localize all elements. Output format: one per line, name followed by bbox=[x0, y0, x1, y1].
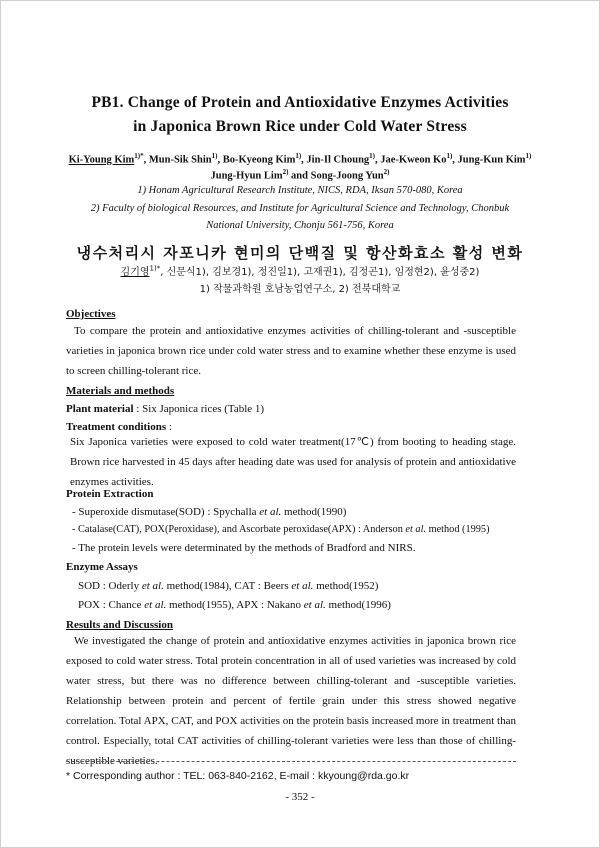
korean-author-1: 김기영 bbox=[120, 267, 150, 278]
ea1-em2: et al. bbox=[291, 580, 314, 592]
protein-extraction-item-3: - The protein levels were determinated by the methods of Bradford and NIRS. bbox=[72, 542, 416, 554]
ea2-pre: POX : Chance bbox=[78, 599, 145, 611]
korean-affiliation: 1) 작물과학원 호남농업연구소, 2) 전북대학교 bbox=[199, 284, 401, 295]
author-8-sup: 2) bbox=[383, 168, 390, 176]
treatment-label: Treatment conditions bbox=[66, 421, 167, 433]
ea1-em: et al. bbox=[141, 580, 164, 592]
author-2-sup: 1) bbox=[211, 152, 218, 160]
results-heading: Results and Discussion bbox=[66, 619, 173, 631]
ea1-pre: SOD : Oderly bbox=[78, 580, 142, 592]
pe1-post: method(1990) bbox=[281, 506, 347, 518]
plant-material-label: Plant material bbox=[66, 403, 134, 415]
author-6-sup: 1) bbox=[525, 152, 532, 160]
affiliation-2a: 2) Faculty of biological Resources, and Institute for Agricultural Science and Technology, Chonbuk bbox=[90, 203, 510, 214]
author-2: , Mun-Sik Shin bbox=[143, 154, 212, 166]
ea1-post: method(1952) bbox=[313, 580, 379, 592]
footnote-divider bbox=[66, 761, 516, 762]
pe1-pre: - Superoxide dismutase(SOD) : Spychalla bbox=[72, 506, 260, 518]
author-list-line1 bbox=[0, 152, 600, 166]
protein-extraction-item-2 bbox=[72, 524, 490, 535]
plant-material bbox=[66, 403, 264, 415]
author-7-sup: 2) bbox=[282, 168, 289, 176]
korean-author-1-sup: 1)* bbox=[149, 264, 161, 273]
author-5-sup: 1) bbox=[446, 152, 453, 160]
enzyme-assay-line-1 bbox=[78, 580, 378, 592]
objectives-heading: Objectives bbox=[66, 308, 116, 320]
plant-material-value: : Six Japonica rices (Table 1) bbox=[133, 403, 265, 415]
enzyme-assay-line-2 bbox=[78, 599, 391, 611]
treatment-text: Six Japonica varieties were exposed to cold water treatment(17℃) from booting to heading stage. Brown rice harvested in 45 days after heading date was used for analysis of protein and antioxidative enzymes activities. bbox=[70, 436, 516, 488]
pe2-em: et al. bbox=[405, 524, 427, 535]
korean-authors-rest: , 신문식1), 김보경1), 정진일1), 고재권1), 김정곤1), 임정현2), 윤성중2) bbox=[160, 267, 480, 278]
author-4-sup: 1) bbox=[369, 152, 375, 160]
objectives-text: To compare the protein and antioxidative enzymes activities of chilling-tolerant and -susceptible varieties in japonica brown rice under cold water stress and to examine whether these enzyme is used to screen chilling-tolerant rice. bbox=[66, 325, 516, 377]
enzyme-assays-label: Enzyme Assays bbox=[66, 561, 138, 573]
author-6: , Jung-Kun Kim bbox=[452, 154, 526, 166]
author-5: , Jae-Kweon Ko bbox=[375, 154, 447, 166]
korean-authors bbox=[0, 263, 600, 278]
korean-title: 냉수처리시 자포니카 현미의 단백질 및 항산화효소 활성 변화 bbox=[76, 244, 524, 262]
protein-extraction-item-1 bbox=[72, 506, 346, 518]
treatment-colon: : bbox=[166, 421, 172, 433]
ea1-mid: method(1984), CAT : Beers bbox=[163, 580, 292, 592]
protein-extraction-label: Protein Extraction bbox=[66, 488, 154, 500]
page-number: - 352 - bbox=[285, 791, 315, 803]
pe1-em: et al. bbox=[259, 506, 282, 518]
paper-title-line2: in Japonica Brown Rice under Cold Water Stress bbox=[133, 118, 467, 135]
ea2-mid: method(1955), APX : Nakano bbox=[166, 599, 304, 611]
author-1-sup: 1)* bbox=[134, 152, 144, 160]
author-4: , Jin-Il Choung bbox=[301, 154, 370, 166]
methods-heading: Materials and methods bbox=[66, 385, 175, 397]
author-list-line2 bbox=[0, 168, 600, 182]
ea2-em: et al. bbox=[144, 599, 167, 611]
paper-title-line1: PB1. Change of Protein and Antioxidative Enzymes Activities bbox=[91, 94, 509, 111]
ea2-post: method(1996) bbox=[325, 599, 391, 611]
results-text: We investigated the change of protein and antioxidative enzymes activities in japonica brown rice exposed to cold water stress. Total protein concentration in all of used varieties was increased by cold water stress, but there was no difference between chilling-tolerant and -susceptible varieties. Relationship between protein and percent of fertile grain under this stress showed negative correlation. Total APX, CAT, and POX activities on the protein basis increased more in treatment than control. Especially, total CAT activities of chilling-tolerant varieties were less than those of chilling-susceptible varieties. bbox=[66, 635, 516, 767]
pe2-pre: - Catalase(CAT), POX(Peroxidase), and Ascorbate peroxidase(APX) : Anderson bbox=[72, 524, 406, 535]
author-1: Ki-Young Kim bbox=[68, 154, 135, 166]
affiliation-1: 1) Honam Agricultural Research Institute, NICS, RDA, Iksan 570-080, Korea bbox=[137, 185, 463, 196]
author-3: , Bo-Kyeong Kim bbox=[217, 154, 296, 166]
author-8: and Song-Joong Yun bbox=[288, 170, 384, 182]
pe2-post: method (1995) bbox=[426, 524, 490, 535]
author-7: Jung-Hyun Lim bbox=[210, 170, 283, 182]
corresponding-author-footnote: * Corresponding author : TEL: 063-840-2162, E-mail : kkyoung@rda.go.kr bbox=[66, 770, 410, 782]
affiliation-2b: National University, Chonju 561-756, Korea bbox=[206, 220, 394, 231]
ea2-em2: et al. bbox=[303, 599, 326, 611]
author-3-sup: 1) bbox=[295, 152, 302, 160]
